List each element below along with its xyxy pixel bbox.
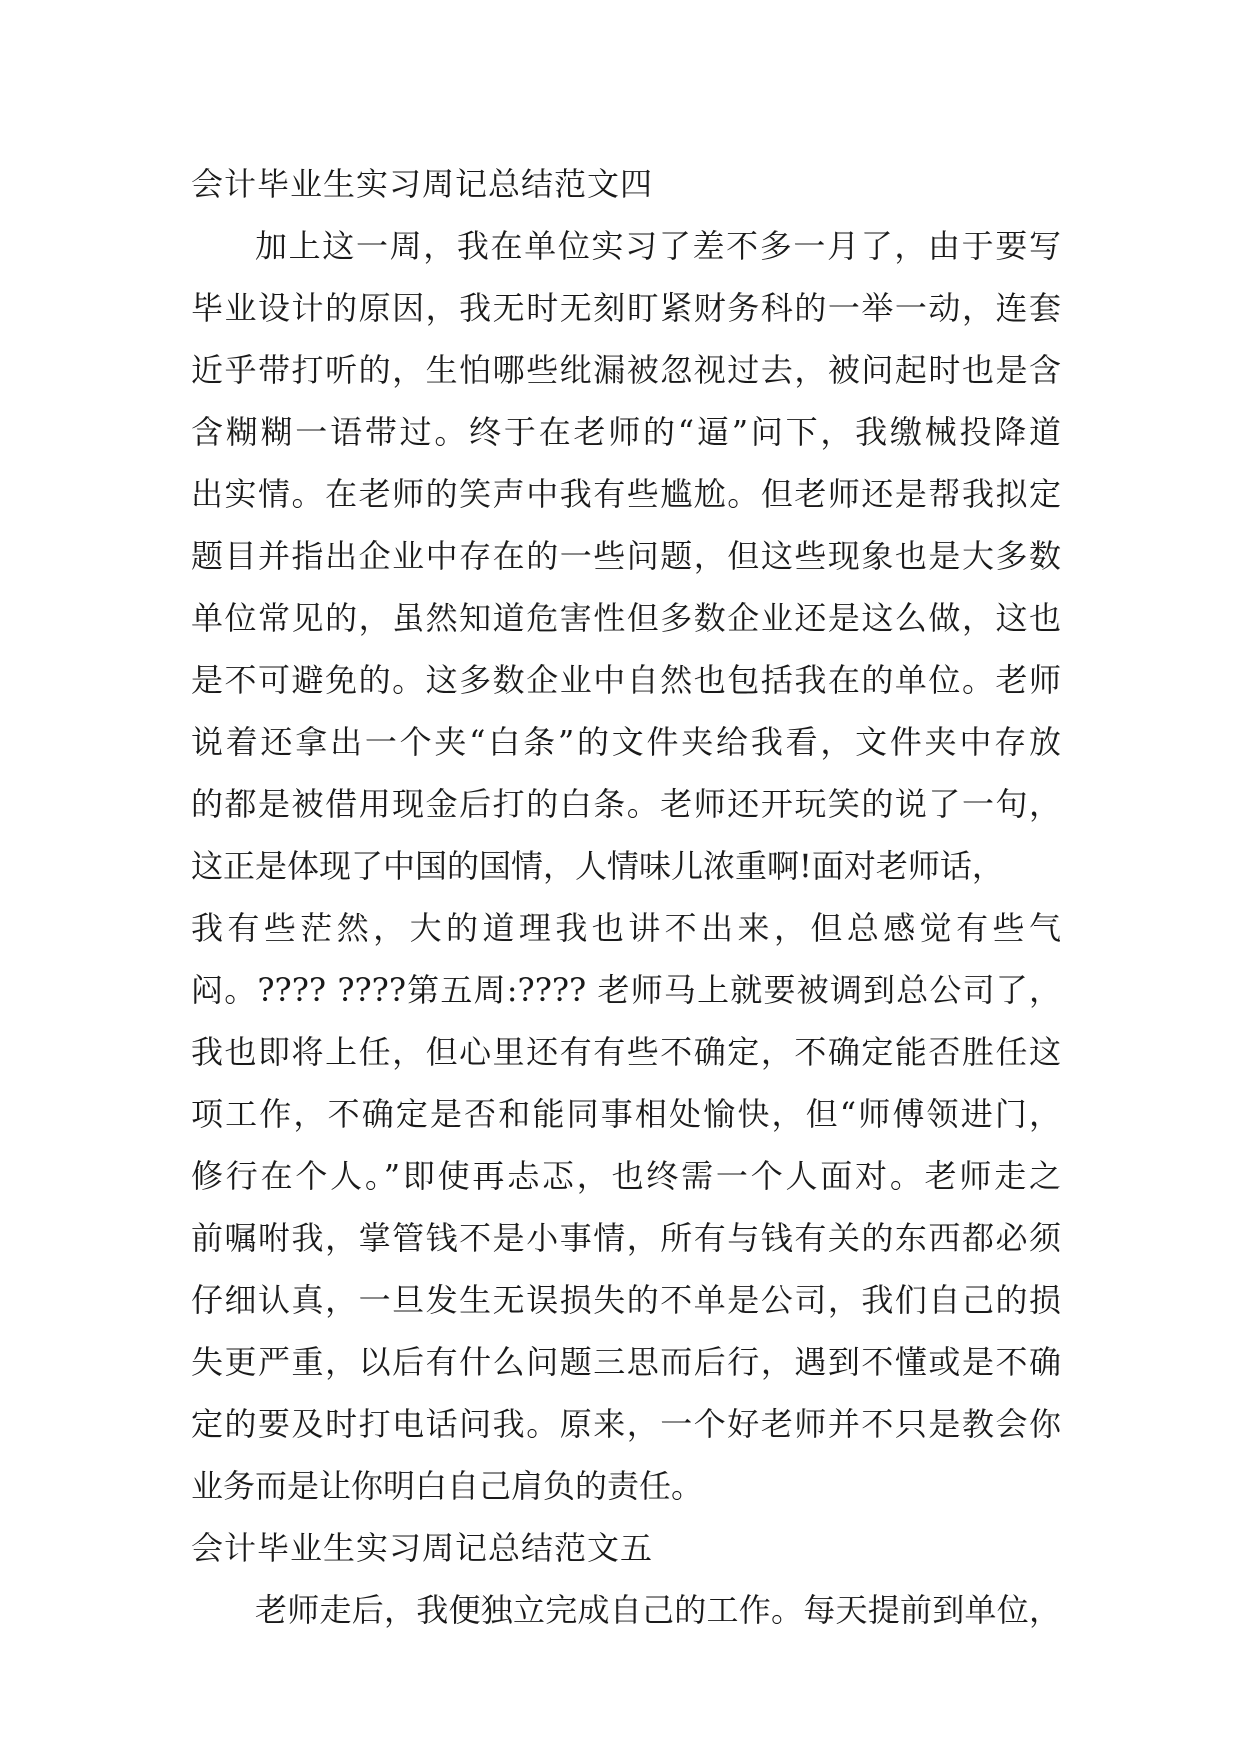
paragraph-line: 定的要及时打电话问我。原来，一个好老师并不只是教会你	[191, 1405, 1061, 1443]
paragraph-line: 这正是体现了中国的国情，人情味儿浓重啊!面对老师话，	[191, 847, 1004, 885]
paragraph-line: 我有些茫然，大的道理我也讲不出来，但总感觉有些气	[191, 909, 1061, 947]
paragraph-line: 单位常见的，虽然知道危害性但多数企业还是这么做，这也	[191, 599, 1061, 637]
paragraph-line: 仔细认真，一旦发生无误损失的不单是公司，我们自己的损	[191, 1281, 1061, 1319]
section-heading: 会计毕业生实习周记总结范文五	[191, 1529, 654, 1567]
paragraph-line: 题目并指出企业中存在的一些问题，但这些现象也是大多数	[191, 537, 1061, 575]
paragraph-line: 说着还拿出一个夹“白条”的文件夹给我看，文件夹中存放	[191, 723, 1061, 761]
paragraph-line: 加上这一周，我在单位实习了差不多一月了，由于要写	[255, 227, 1061, 265]
paragraph-line: 我也即将上任，但心里还有有些不确定，不确定能否胜任这	[191, 1033, 1061, 1071]
paragraph-line: 失更严重，以后有什么问题三思而后行，遇到不懂或是不确	[191, 1343, 1061, 1381]
paragraph-line: 业务而是让你明白自己肩负的责任。	[191, 1467, 704, 1505]
paragraph-line: 毕业设计的原因，我无时无刻盯紧财务科的一举一动，连套	[191, 289, 1061, 327]
paragraph-line: 修行在个人。”即使再忐忑，也终需一个人面对。老师走之	[191, 1157, 1061, 1195]
paragraph-line: 闷。???? ????第五周:???? 老师马上就要被调到总公司了，	[191, 971, 1061, 1009]
paragraph-line: 项工作，不确定是否和能同事相处愉快，但“师傅领进门，	[191, 1095, 1061, 1133]
paragraph-line: 含糊糊一语带过。终于在老师的“逼”问下，我缴械投降道	[191, 413, 1061, 451]
paragraph-line: 是不可避免的。这多数企业中自然也包括我在的单位。老师	[191, 661, 1061, 699]
paragraph-line: 的都是被借用现金后打的白条。老师还开玩笑的说了一句，	[191, 785, 1061, 823]
paragraph-line: 近乎带打听的，生怕哪些纰漏被忽视过去，被问起时也是含	[191, 351, 1061, 389]
paragraph-line: 老师走后，我便独立完成自己的工作。每天提前到单位，	[255, 1591, 1061, 1629]
section-heading: 会计毕业生实习周记总结范文四	[191, 165, 654, 203]
paragraph-line: 前嘱咐我，掌管钱不是小事情，所有与钱有关的东西都必须	[191, 1219, 1061, 1257]
paragraph-line: 出实情。在老师的笑声中我有些尴尬。但老师还是帮我拟定	[191, 475, 1061, 513]
